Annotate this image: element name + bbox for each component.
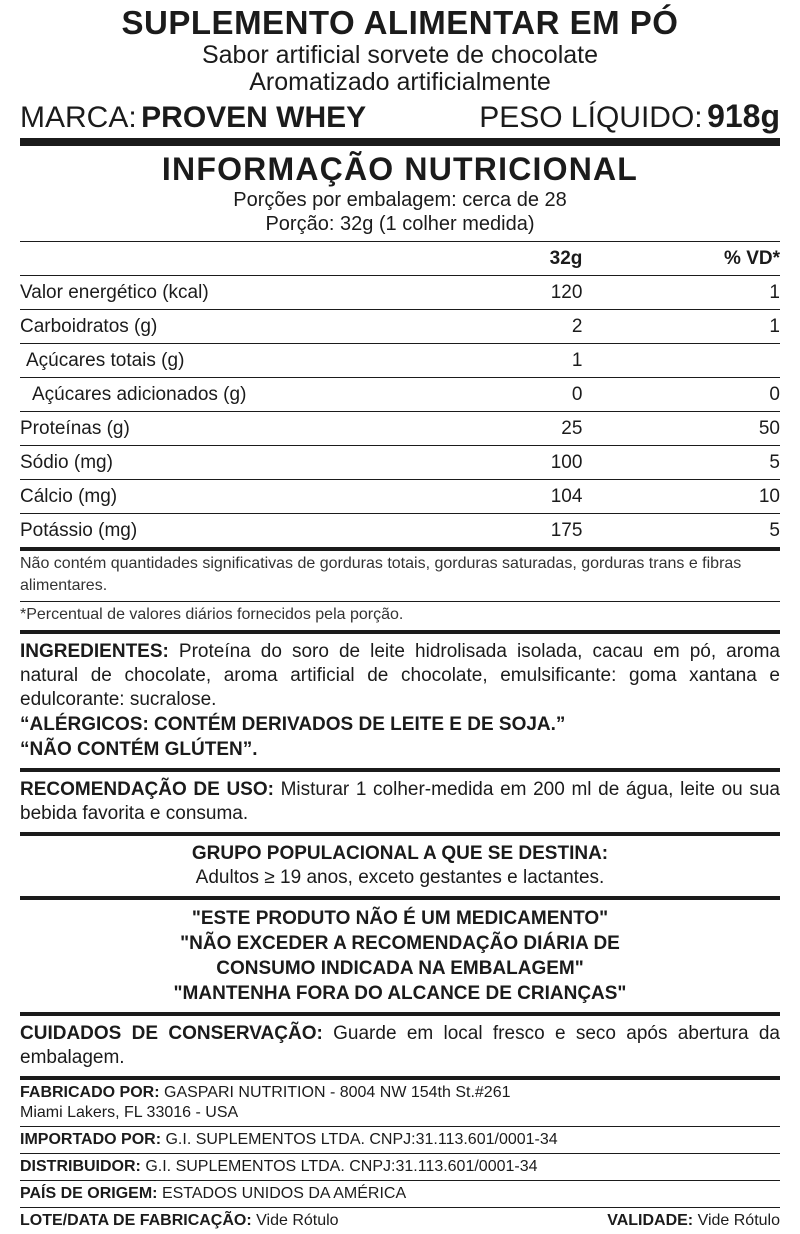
nutrient-name: Cálcio (mg) bbox=[20, 480, 476, 514]
warning-line: CONSUMO INDICADA NA EMBALAGEM" bbox=[216, 958, 584, 979]
usage-text: Misturar 1 colher-medida em 200 ml de água, leite ou sua bebida favorita e consuma. bbox=[20, 779, 780, 824]
manufacturer-info bbox=[20, 1080, 780, 1126]
column-header-vd: % VD* bbox=[582, 242, 780, 276]
ingredients-section bbox=[20, 634, 780, 768]
target-group-title: GRUPO POPULACIONAL A QUE SE DESTINA: bbox=[191, 843, 609, 864]
nutrient-vd: 1 bbox=[582, 310, 780, 344]
importer-label: IMPORTADO POR: bbox=[20, 1131, 162, 1148]
storage-label: CUIDADOS DE CONSERVAÇÃO: bbox=[20, 1023, 323, 1044]
ingredients-text: Proteína do soro de leite hidrolisada isolada, cacau em pó, aroma natural de chocolate, aroma artificial de chocolate, emulsificante: goma xantana e edulcorante: sucralose. bbox=[20, 641, 780, 710]
importer-info bbox=[20, 1127, 780, 1153]
expiry-info bbox=[607, 1211, 780, 1231]
expiry-text: Vide Rótulo bbox=[693, 1212, 780, 1229]
nutrient-amount: 120 bbox=[476, 276, 582, 310]
brand-value: PROVEN WHEY bbox=[141, 101, 367, 134]
column-header-nutrient bbox=[20, 242, 476, 276]
brand bbox=[20, 101, 366, 135]
gluten-warning: “NÃO CONTÉM GLÚTEN”. bbox=[20, 739, 258, 760]
usage-label: RECOMENDAÇÃO DE USO: bbox=[20, 779, 274, 800]
table-row bbox=[20, 344, 780, 378]
nutrient-name: Potássio (mg) bbox=[20, 514, 476, 550]
origin-text: ESTADOS UNIDOS DA AMÉRICA bbox=[157, 1185, 407, 1202]
product-title: SUPLEMENTO ALIMENTAR EM PÓ bbox=[121, 4, 679, 41]
aroma-text: Aromatizado artificialmente bbox=[249, 68, 551, 96]
table-row bbox=[20, 514, 780, 550]
manufacturer-address: Miami Lakers, FL 33016 - USA bbox=[20, 1104, 239, 1121]
nutrient-vd: 10 bbox=[582, 480, 780, 514]
nutrient-vd: 5 bbox=[582, 446, 780, 480]
lot-info bbox=[20, 1211, 339, 1231]
weight-value: 918g bbox=[707, 98, 780, 134]
divider bbox=[20, 138, 780, 146]
brand-row bbox=[20, 98, 780, 136]
origin-info bbox=[20, 1181, 780, 1207]
table-row bbox=[20, 446, 780, 480]
nutrient-amount: 104 bbox=[476, 480, 582, 514]
nutrient-name: Carboidratos (g) bbox=[20, 310, 476, 344]
lot-label: LOTE/DATA DE FABRICAÇÃO: bbox=[20, 1212, 252, 1229]
nutrient-name: Açúcares totais (g) bbox=[20, 344, 476, 378]
nutrient-name: Valor energético (kcal) bbox=[20, 276, 476, 310]
nutrient-vd: 50 bbox=[582, 412, 780, 446]
expiry-label: VALIDADE: bbox=[607, 1212, 694, 1229]
warning-line: "ESTE PRODUTO NÃO É UM MEDICAMENTO" bbox=[191, 908, 609, 929]
target-group-text: Adultos ≥ 19 anos, exceto gestantes e lactantes. bbox=[195, 867, 605, 888]
lot-text: Vide Rótulo bbox=[251, 1212, 339, 1229]
brand-label: MARCA: bbox=[20, 101, 137, 134]
warning-line: "MANTENHA FORA DO ALCANCE DE CRIANÇAS" bbox=[173, 983, 627, 1004]
lot-expiry-row bbox=[20, 1208, 780, 1234]
nutrient-vd: 5 bbox=[582, 514, 780, 550]
net-weight bbox=[479, 98, 780, 135]
manufacturer-label: FABRICADO POR: bbox=[20, 1084, 160, 1101]
usage-section bbox=[20, 772, 780, 832]
nutrient-vd bbox=[582, 344, 780, 378]
nutrient-name: Açúcares adicionados (g) bbox=[20, 378, 476, 412]
distributor-label: DISTRIBUIDOR: bbox=[20, 1158, 141, 1175]
storage-section bbox=[20, 1016, 780, 1076]
nutrition-table bbox=[20, 241, 780, 551]
nutrient-amount: 0 bbox=[476, 378, 582, 412]
vd-footnote: *Percentual de valores diários fornecidos pela porção. bbox=[20, 606, 404, 623]
table-row bbox=[20, 480, 780, 514]
table-row bbox=[20, 276, 780, 310]
nutrient-amount: 25 bbox=[476, 412, 582, 446]
nutrient-amount: 175 bbox=[476, 514, 582, 550]
nutrient-amount: 2 bbox=[476, 310, 582, 344]
flavor-text: Sabor artificial sorvete de chocolate bbox=[201, 41, 599, 69]
nutrient-name: Proteínas (g) bbox=[20, 412, 476, 446]
table-header-row bbox=[20, 242, 780, 276]
weight-label: PESO LÍQUIDO: bbox=[479, 101, 703, 134]
column-header-amount: 32g bbox=[476, 242, 582, 276]
nutrient-amount: 100 bbox=[476, 446, 582, 480]
nutrient-vd: 0 bbox=[582, 378, 780, 412]
nutrient-vd: 1 bbox=[582, 276, 780, 310]
distributor-info bbox=[20, 1154, 780, 1180]
serving-size: Porção: 32g (1 colher medida) bbox=[265, 213, 535, 235]
nutrition-title: INFORMAÇÃO NUTRICIONAL bbox=[161, 151, 639, 187]
warnings-section bbox=[20, 900, 780, 1012]
table-row bbox=[20, 378, 780, 412]
manufacturer-text: GASPARI NUTRITION - 8004 NW 154th St.#261 bbox=[159, 1084, 511, 1101]
warning-line: "NÃO EXCEDER A RECOMENDAÇÃO DIÁRIA DE bbox=[180, 933, 620, 954]
target-group-section bbox=[20, 836, 780, 896]
storage-text: Guarde em local fresco e seco após abertura da embalagem. bbox=[20, 1023, 780, 1068]
ingredients-label: INGREDIENTES: bbox=[20, 641, 169, 662]
nutrient-amount: 1 bbox=[476, 344, 582, 378]
table-row bbox=[20, 310, 780, 344]
origin-label: PAÍS DE ORIGEM: bbox=[20, 1185, 158, 1202]
distributor-text: G.I. SUPLEMENTOS LTDA. CNPJ:31.113.601/0001-34 bbox=[140, 1158, 538, 1175]
allergens-warning: “ALÉRGICOS: CONTÉM DERIVADOS DE LEITE E DE SOJA.” bbox=[20, 714, 566, 735]
servings-per-package: Porções por embalagem: cerca de 28 bbox=[233, 189, 567, 211]
nutrient-name: Sódio (mg) bbox=[20, 446, 476, 480]
insignificant-amounts-note: Não contém quantidades significativas de gorduras totais, gorduras saturadas, gorduras trans e fibras alimentares. bbox=[20, 555, 742, 594]
table-row bbox=[20, 412, 780, 446]
importer-text: G.I. SUPLEMENTOS LTDA. CNPJ:31.113.601/0001-34 bbox=[161, 1131, 558, 1148]
